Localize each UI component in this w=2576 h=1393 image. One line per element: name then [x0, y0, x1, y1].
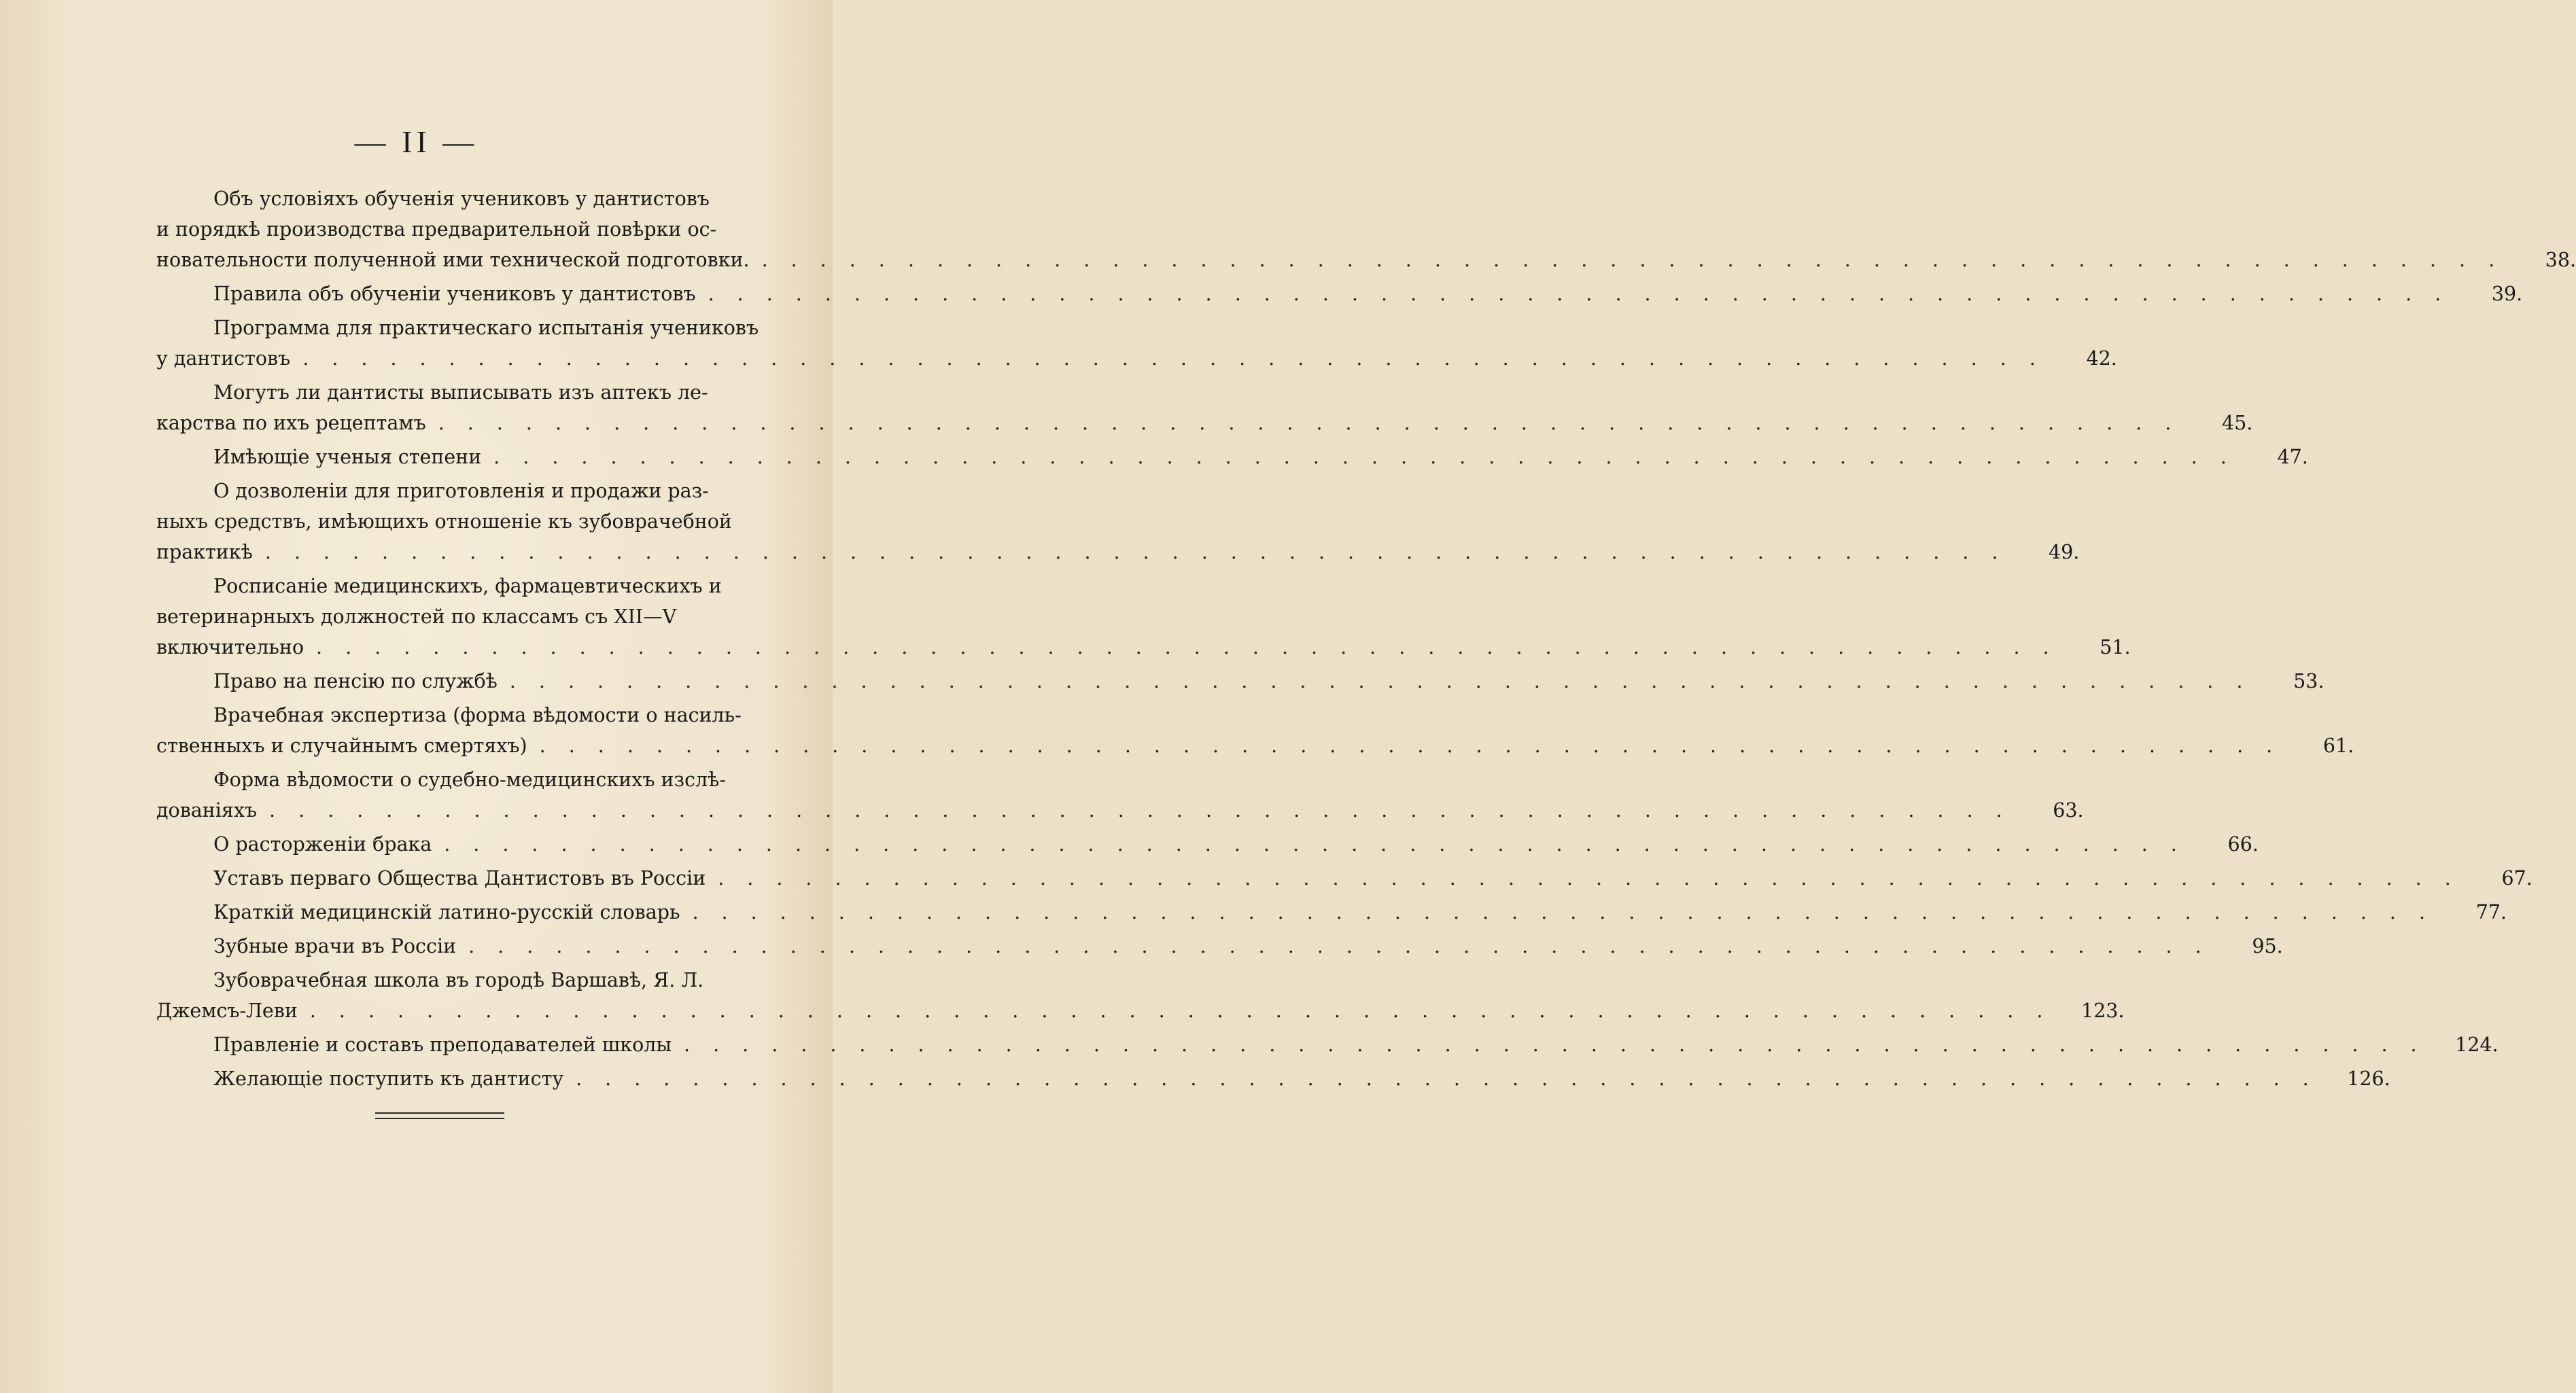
toc-entry-title: Уставъ перваго Общества Дантистовъ въ Россiи [213, 867, 706, 889]
toc-entry-title: Правленiе и составъ преподавателей школы [213, 1034, 672, 1056]
toc-entry-line: Форма вѣдомости о судебно-медицинскихъ изслѣ- [213, 769, 726, 791]
end-rule [375, 1112, 504, 1119]
toc-entry-final-line [156, 537, 2080, 567]
toc-entry-final-line [156, 408, 2253, 438]
toc-entry-final-line [156, 1029, 2499, 1060]
toc-entry-title: новательности полученной ими технической подготовки. [156, 249, 750, 271]
toc-entry-page: 38. [2545, 249, 2576, 271]
table-of-contents [156, 183, 2576, 1097]
toc-entry-page: 95. [2252, 935, 2283, 957]
toc-entry [156, 571, 2131, 663]
toc-entry-title: дованiяхъ [156, 799, 258, 822]
toc-entry-page: 124. [2455, 1034, 2499, 1056]
toc-entry [156, 442, 2308, 472]
toc-entry-final-line [156, 931, 2283, 962]
dot-leader: ............................................................ [539, 735, 2296, 757]
toc-entry [156, 1063, 2390, 1094]
dot-leader: ............................................................ [493, 446, 2250, 468]
toc-entry-line: О дозволенiи для приготовленiя и продажи раз- [213, 480, 709, 502]
toc-entry-final-line [156, 279, 2523, 309]
toc-entry [156, 183, 2576, 275]
toc-entry-page: 45. [2221, 412, 2253, 434]
toc-entry-page: 66. [2227, 833, 2259, 856]
dot-leader: ............................................................ [692, 901, 2449, 923]
toc-entry [156, 829, 2259, 860]
toc-entry-line: Росписанiе медицинскихъ, фармацевтическихъ и [213, 575, 722, 597]
toc-entry-title: Краткiй медицинскiй латино-русскiй словарь [213, 901, 680, 923]
toc-entry-page: 126. [2347, 1068, 2390, 1090]
dot-leader: ............................................................ [708, 283, 2465, 305]
toc-entry-final-line [156, 863, 2533, 894]
toc-entry [156, 279, 2523, 309]
toc-entry-final-line [156, 897, 2507, 928]
toc-entry-title: у дантистовъ [156, 347, 291, 370]
toc-entry [156, 897, 2507, 928]
toc-entry-page: 63. [2053, 799, 2084, 822]
toc-entry-line: Объ условiяхъ обученiя учениковъ у дантистовъ [213, 188, 710, 210]
toc-entry-line: ветеринарныхъ должностей по классамъ съ XII—V [156, 605, 677, 628]
toc-entry-page: 123. [2081, 1000, 2125, 1022]
dot-leader: ............................................................ [302, 347, 2059, 370]
toc-entry [156, 377, 2253, 438]
toc-entry-final-line [156, 666, 2325, 696]
toc-entry-final-line [156, 245, 2576, 275]
toc-entry-final-line [156, 995, 2125, 1026]
toc-entry-title: Имѣющiе ученыя степени [213, 446, 482, 468]
toc-entry-page: 67. [2501, 867, 2533, 889]
toc-entry-title: О расторженiи брака [213, 833, 432, 856]
toc-entry-title: включительно [156, 636, 304, 658]
toc-entry-title: Правила объ обученiи учениковъ у дантистовъ [213, 283, 696, 305]
toc-entry [156, 666, 2325, 696]
toc-entry-title: карства по ихъ рецептамъ [156, 412, 426, 434]
dot-leader: ............................................................ [316, 636, 2072, 658]
toc-entry-page: 53. [2293, 670, 2325, 692]
dot-leader: ............................................................ [264, 541, 2021, 563]
toc-entry [156, 700, 2354, 761]
dot-leader: ............................................................ [684, 1034, 2440, 1056]
toc-entry-line: Программа для практическаго испытанiя учениковъ [213, 317, 759, 339]
toc-entry-line: и порядкѣ производства предварительной повѣрки ос- [156, 218, 717, 241]
toc-entry [156, 764, 2084, 826]
toc-entry-final-line [156, 730, 2354, 761]
toc-entry [156, 1029, 2499, 1060]
toc-entry-title: ственныхъ и случайнымъ смертяхъ) [156, 735, 527, 757]
toc-entry-final-line [156, 343, 2117, 374]
toc-entry-final-line [156, 632, 2131, 663]
page-number: — II — [354, 124, 478, 159]
dot-leader: ............................................................ [309, 1000, 2066, 1022]
toc-entry-title: практикѣ [156, 541, 253, 563]
toc-entry-title: Право на пенсiю по службѣ [213, 670, 498, 692]
dot-leader: ............................................................ [444, 833, 2200, 856]
dot-leader: ............................................................ [761, 249, 2518, 271]
toc-entry-page: 49. [2049, 541, 2080, 563]
dot-leader: ............................................................ [468, 935, 2225, 957]
toc-entry-final-line [156, 795, 2084, 826]
toc-entry-page: 61. [2322, 735, 2354, 757]
toc-entry-final-line [156, 442, 2308, 472]
toc-entry [156, 863, 2533, 894]
toc-entry-page: 42. [2086, 347, 2117, 370]
dot-leader: ............................................................ [718, 867, 2474, 889]
toc-entry-page: 77. [2475, 901, 2507, 923]
toc-entry-line: Зубоврачебная школа въ городѣ Варшавѣ, Я. Л. [213, 969, 704, 991]
toc-entry [156, 476, 2080, 567]
toc-entry-page: 51. [2100, 636, 2131, 658]
toc-entry-final-line [156, 829, 2259, 860]
toc-entry-line: Врачебная экспертиза (форма вѣдомости о насиль- [213, 704, 742, 726]
toc-entry [156, 931, 2283, 962]
toc-entry-line: Могутъ ли дантисты выписывать изъ аптекъ ле- [213, 381, 708, 404]
toc-entry [156, 965, 2125, 1026]
toc-entry-title: Желающiе поступить къ дантисту [213, 1068, 564, 1090]
toc-entry-title: Джемсъ-Леви [156, 1000, 298, 1022]
toc-entry-page: 39. [2491, 283, 2523, 305]
dot-leader: ............................................................ [269, 799, 2025, 822]
toc-entry-final-line [156, 1063, 2390, 1094]
toc-entry-page: 47. [2277, 446, 2308, 468]
dot-leader: ............................................................ [509, 670, 2266, 692]
toc-entry-line: ныхъ средствъ, имѣющихъ отношенiе къ зубоврачебной [156, 510, 732, 533]
dot-leader: ............................................................ [438, 412, 2195, 434]
toc-entry [156, 313, 2117, 374]
toc-entry-title: Зубные врачи въ Россiи [213, 935, 457, 957]
dot-leader: ............................................................ [576, 1068, 2332, 1090]
